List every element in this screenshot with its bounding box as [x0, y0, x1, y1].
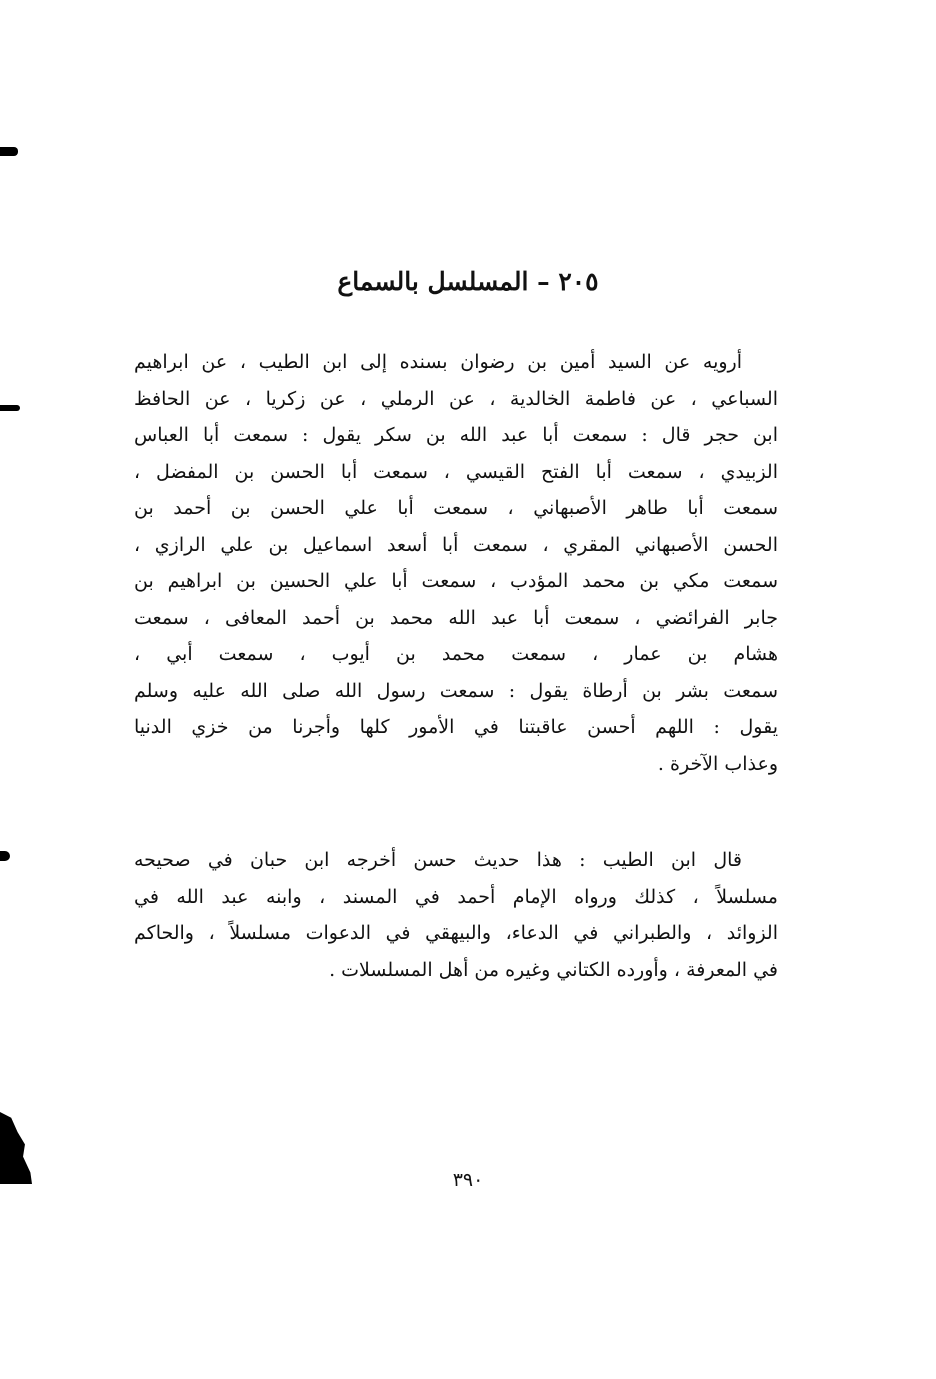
text-line: في المعرفة ، وأورده الكتاني وغيره من أهل المسلسلات . [329, 958, 778, 981]
text-line: سمعت أبا طاهر الأصبهاني ، سمعت أبا علي الحسن بن أحمد بن [134, 497, 778, 519]
text-line: قال ابن الطيب : هذا حديث حسن أخرجه ابن حبان في صحيحه [134, 849, 742, 871]
text-line: أرويه عن السيد أمين بن رضوان بسنده إلى ابن الطيب ، عن ابراهيم [134, 351, 742, 373]
text-line: هشام بن عمار ، سمعت محمد بن أيوب ، سمعت أبي ، [134, 643, 778, 665]
text-line: ابن حجر قال : سمعت أبا عبد الله بن سكر يقول : سمعت أبا العباس [134, 424, 778, 446]
scan-artifact [0, 405, 20, 411]
scan-artifact [0, 851, 10, 861]
page-number: ٣٩٠ [452, 1169, 484, 1191]
text-line: الزوائد ، والطبراني في الدعاء، والبيهقي في الدعوات مسلسلاً ، والحاكم [134, 922, 778, 944]
text-line: الزبيدي ، سمعت أبا الفتح القيسي ، سمعت أبا الحسن بن المفضل ، [134, 460, 778, 483]
paragraph-isnad [134, 344, 778, 782]
text-line: جابر الفرائضي ، سمعت أبا عبد الله محمد بن أحمد المعافى ، سمعت [134, 606, 778, 629]
text-line: مسلسلاً ، كذلك ورواه الإمام أحمد في المسند ، وابنه عبد الله في [134, 885, 778, 908]
text-line: يقول : اللهم أحسن عاقبتنا في الأمور كلها وأجرنا من خزي الدنيا [134, 716, 778, 738]
text-line: وعذاب الآخرة . [657, 752, 778, 775]
section-heading: ٢٠٥ – المسلسل بالسماع [337, 267, 599, 296]
text-line: السباعي ، عن فاطمة الخالدية ، عن الرملي ، عن زكريا ، عن الحافظ [134, 387, 778, 410]
text-line: سمعت بشر بن أرطاة يقول : سمعت رسول الله صلى الله عليه وسلم [134, 679, 778, 702]
scan-artifact [0, 147, 18, 156]
text-line: الحسن الأصبهاني المقري ، سمعت أبا أسعد اسماعيل بن علي الرازي ، [134, 533, 778, 556]
text-line: سمعت مكي بن محمد المؤدب ، سمعت أبا علي الحسين بن ابراهيم بن [134, 570, 778, 592]
paragraph-commentary [134, 842, 778, 988]
